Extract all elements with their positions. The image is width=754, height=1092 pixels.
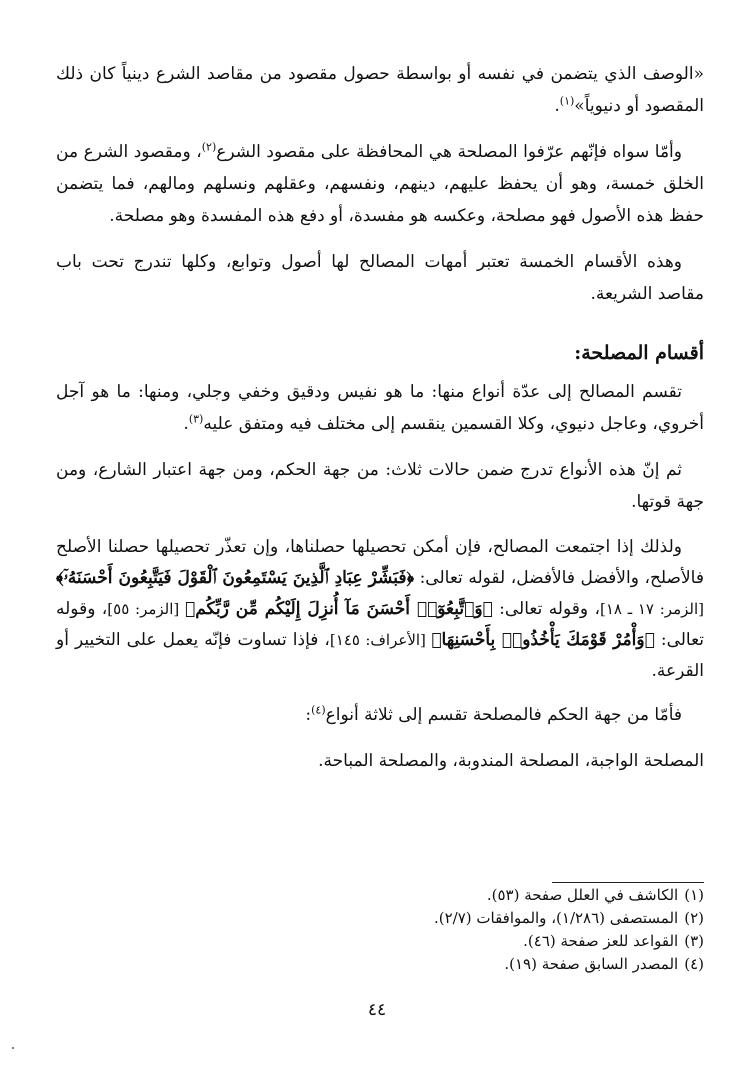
page-body bbox=[56, 58, 704, 777]
footnote-text: الكاشف في العلل صفحة (٥٣). bbox=[486, 886, 679, 904]
footnote-text: المصدر السابق صفحة (١٩). bbox=[504, 955, 679, 973]
types-text: تقسم المصالح إلى عدّة أنواع منها: ما هو نفيس ودقيق وخفي وجلي، ومنها: ما هو آجل أخروي، وعاجل دنيوي، وكلا القسمين ينقسم إلى مختلف فيه ومتفق عليه bbox=[56, 382, 704, 434]
quote-text: «الوصف الذي يتضمن في نفسه أو بواسطة حصول مقصود من مقاصد الشرع دينياً كان ذلك المقصود أو دنيوياً» bbox=[56, 64, 704, 116]
quran-verse-3: ﴿وَأْمُرْ قَوْمَكَ يَأْخُذُوا۟ بِأَحْسَنِهَا﴾ bbox=[431, 630, 655, 650]
three-states-paragraph: ثم إنّ هذه الأنواع تدرج ضمن حالات ثلاث: من جهة الحكم، ومن جهة اعتبار الشارع، ومن جهة قوتها. bbox=[56, 460, 704, 512]
conflict-intro: ولذلك إذا اجتمعت المصالح، فإن أمكن تحصيلها حصلناها، وإن تعذّر تحصيلها حصلنا الأصلح فالأصلح، والأفضل فالأفضل، لقوله تعالى: bbox=[56, 537, 704, 588]
five-divisions-paragraph: وهذه الأقسام الخمسة تعتبر أمهات المصالح لها أصول وتوابع، وكلها تندرج تحت باب مقاصد الشريعة. bbox=[56, 252, 704, 304]
footnote-text: القواعد للعز صفحة (٤٦). bbox=[523, 932, 679, 950]
definition-paragraph bbox=[56, 136, 704, 232]
footnote-marker-2[interactable]: (٢) bbox=[201, 140, 217, 154]
conflict-link-1: ، وقوله تعالى: bbox=[492, 599, 600, 619]
quote-end: . bbox=[554, 96, 560, 116]
footnote-4 bbox=[56, 953, 704, 976]
section-heading: أقسام المصلحة: bbox=[574, 342, 704, 364]
conflict-link-2: ، وقوله تعالى: bbox=[56, 599, 705, 650]
ruling-paragraph bbox=[56, 699, 704, 731]
footnote-divider bbox=[552, 882, 704, 883]
footnote-number: (١) bbox=[684, 886, 704, 904]
footnote-number: (٣) bbox=[684, 932, 704, 950]
footnote-3 bbox=[56, 930, 704, 953]
conflict-end: ، فإذا تساوت فإنّه يعمل على التخيير أو القرعة. bbox=[56, 630, 704, 681]
footnote-1 bbox=[56, 884, 704, 907]
scan-speck bbox=[12, 1047, 14, 1049]
ruling-list-paragraph: المصلحة الواجبة، المصلحة المندوبة، والمصلحة المباحة. bbox=[318, 751, 704, 771]
footnote-marker-1[interactable]: (١) bbox=[559, 94, 575, 108]
footnote-marker-4[interactable]: (٤) bbox=[311, 703, 326, 717]
verse-ref-1: [الزمر: ١٧ ـ ١٨] bbox=[599, 600, 704, 618]
definition-text: وأمّا سواه فإنّهم عرّفوا المصلحة هي المحافظة على مقصود الشرع bbox=[216, 142, 682, 162]
footnote-2 bbox=[56, 907, 704, 930]
page-number: ٤٤ bbox=[367, 1000, 387, 1020]
footnote-number: (٤) bbox=[684, 955, 704, 973]
ruling-text: فأمّا من جهة الحكم فالمصلحة تقسم إلى ثلاثة أنواع bbox=[325, 705, 682, 725]
conflict-paragraph bbox=[56, 532, 704, 687]
quran-verse-2: ﴿وَٱتَّبِعُوٓا۟ أَحْسَنَ مَآ أُنزِلَ إِلَيْكُم مِّن رَّبِّكُم﴾ bbox=[185, 599, 493, 619]
types-end: . bbox=[183, 414, 189, 434]
footnote-number: (٢) bbox=[684, 909, 704, 927]
verse-ref-2: [الزمر: ٥٥] bbox=[107, 600, 186, 618]
quran-verse-1: ﴿فَبَشِّرْ عِبَادِ ٱلَّذِينَ يَسْتَمِعُونَ ٱلْقَوْلَ فَيَتَّبِعُونَ أَحْسَنَهُۥٓ﴾ bbox=[56, 568, 415, 588]
quote-paragraph bbox=[56, 58, 704, 122]
verse-ref-3: [الأعراف: ١٤٥] bbox=[329, 631, 432, 649]
footnote-text: المستصفى (١/٢٨٦)، والموافقات (٢/٧). bbox=[433, 909, 679, 927]
ruling-end: : bbox=[305, 705, 312, 725]
types-paragraph bbox=[56, 376, 704, 440]
footnotes bbox=[56, 884, 704, 976]
definition-rest: ، ومقصود الشرع من الخلق خمسة، وهو أن يحفظ عليهم، دينهم، ونفسهم، وعقلهم ونسلهم ومالهم، فما يتضمن حفظ هذه الأصول فهو مصلحة، وعكسه هو مفسدة، أو دفع هذه المفسدة وهو مصلحة. bbox=[56, 142, 704, 226]
footnote-marker-3[interactable]: (٣) bbox=[188, 412, 204, 426]
